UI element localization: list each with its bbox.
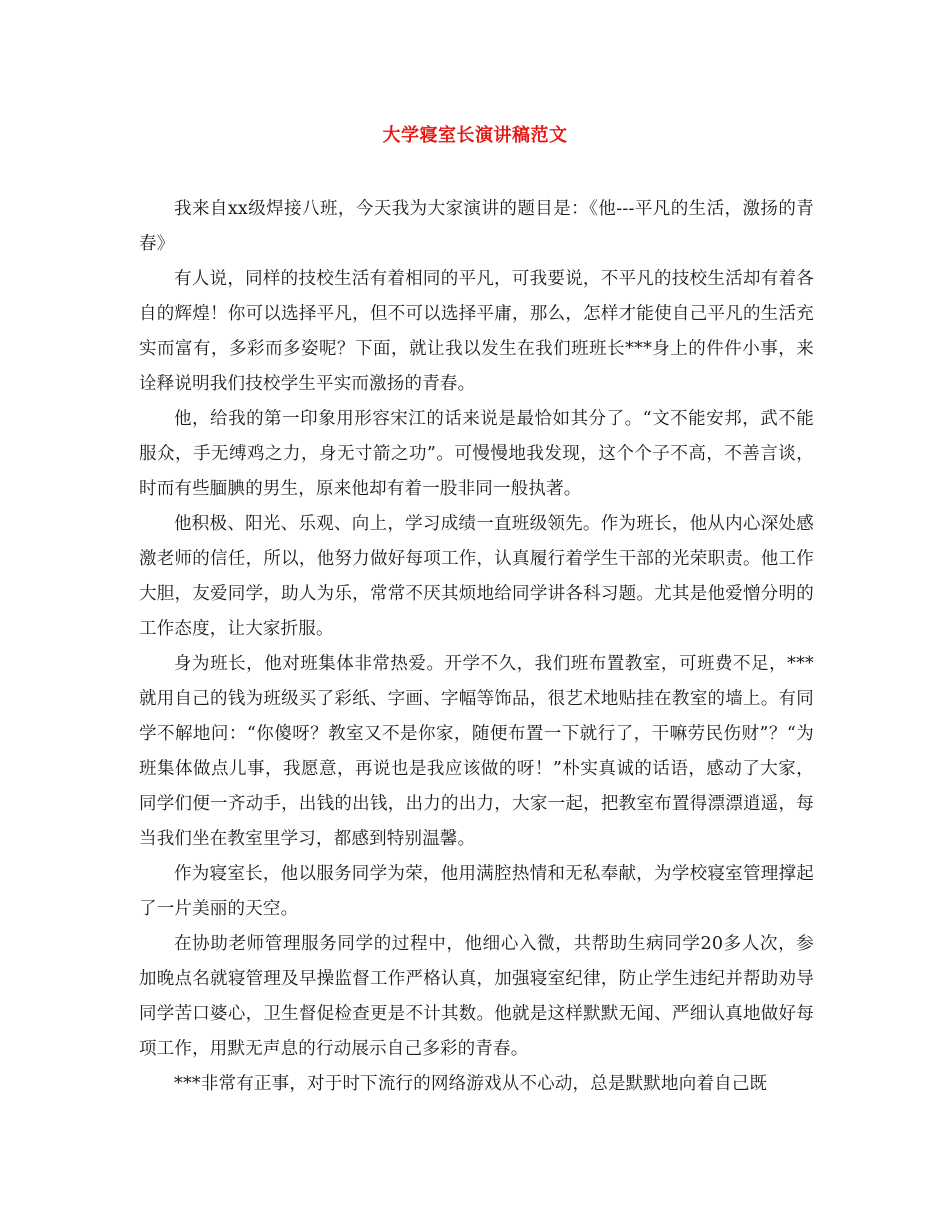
- paragraph-5: 身为班长，他对班集体非常热爱。开学不久，我们班布置教室，可班费不足，***就用自己的钱为班级买了彩纸、字画、字幅等饰品，很艺术地贴挂在教室的墙上。有同学不解地问：“你傻呀？教室又不是你家，随便布置一下就行了，干嘛劳民伤财”？“为班集体做点儿事，我愿意，再说也是我应该做的呀！”朴实真诚的话语，感动了大家，同学们便一齐动手，出钱的出钱，出力的出力，大家一起，把教室布置得漂漂逍遥，每当我们坐在教室里学习，都感到特别温馨。: [139, 654, 814, 849]
- paragraph-6: 作为寝室长，他以服务同学为荣，他用满腔热情和无私奉献，为学校寝室管理撑起了一片美丽的天空。: [139, 864, 814, 919]
- paragraph-3: 他，给我的第一印象用形容宋江的话来说是最恰如其分了。“文不能安邦，武不能服众，手无缚鸡之力，身无寸箭之功”。可慢慢地我发现，这个个子不高，不善言谈，时而有些腼腆的男生，原来他却有着一股非同一般执著。: [139, 409, 814, 499]
- paragraph-8: ***非常有正事，对于时下流行的网络游戏从不心动，总是默默地向着自己既: [174, 1074, 768, 1094]
- paragraph-2: 有人说，同样的技校生活有着相同的平凡，可我要说，不平凡的技校生活却有着各自的辉煌！你可以选择平凡，但不可以选择平庸，那么，怎样才能使自己平凡的生活充实而富有，多彩而多姿呢？下面，就让我以发生在我们班班长***身上的件件小事，来诠释说明我们技校学生平实而激扬的青春。: [139, 269, 814, 394]
- document-body: [139, 192, 814, 1102]
- paragraph-4: 他积极、阳光、乐观、向上，学习成绩一直班级领先。作为班长，他从内心深处感激老师的信任，所以，他努力做好每项工作，认真履行着学生干部的光荣职责。他工作大胆，友爱同学，助人为乐，常常不厌其烦地给同学讲各科习题。尤其是他爱憎分明的工作态度，让大家折服。: [139, 514, 814, 639]
- paragraph-7: 在协助老师管理服务同学的过程中，他细心入微，共帮助生病同学20多人次，参加晚点名就寝管理及早操监督工作严格认真，加强寝室纪律，防止学生违纪并帮助劝导同学苦口婆心，卫生督促检查更是不计其数。他就是这样默默无闻、严细认真地做好每项工作，用默无声息的行动展示自己多彩的青春。: [139, 934, 814, 1059]
- paragraph-1: 我来自xx级焊接八班，今天我为大家演讲的题目是：《他---平凡的生活，激扬的青春》: [139, 199, 814, 254]
- document-title: 大学寝室长演讲稿范文: [382, 125, 568, 146]
